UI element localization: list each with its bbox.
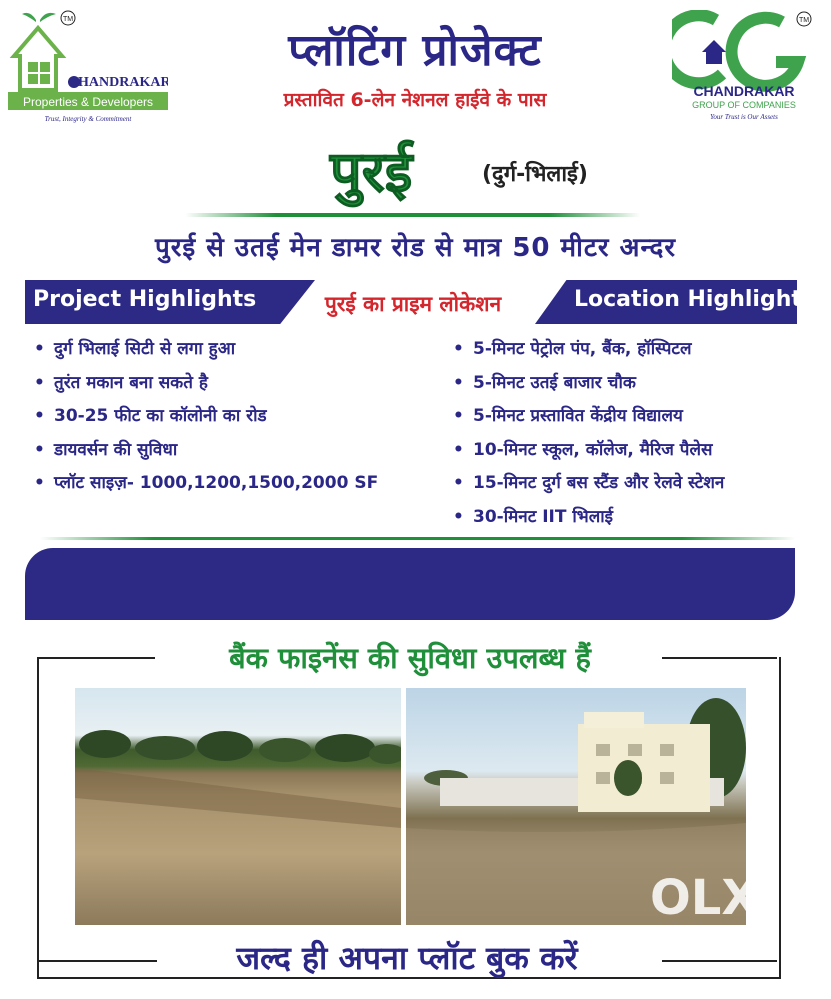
svg-text:TM: TM <box>62 16 74 23</box>
frame-line <box>662 657 777 659</box>
chandrakar-group-logo <box>672 10 817 122</box>
bullet-icon: • <box>453 339 464 359</box>
site-photo-field <box>75 688 401 925</box>
bullet-icon: • <box>34 339 45 359</box>
svg-text:GROUP OF COMPANIES: GROUP OF COMPANIES <box>692 100 796 110</box>
project-highlights-heading: Project Highlights <box>33 287 257 312</box>
list-item: • प्लॉट साइज़- 1000,1200,1500,2000 SF <box>34 467 378 501</box>
list-item: • 30-25 फीट का कॉलोनी का रोड <box>34 400 378 434</box>
svg-text:Properties & Developers: Properties & Developers <box>22 95 154 109</box>
bullet-icon: • <box>453 406 464 426</box>
list-item: • 5-मिनट उतई बाजार चौक <box>453 367 724 401</box>
location-highlights-list <box>453 333 724 534</box>
bullet-icon: • <box>453 473 464 493</box>
location-highlights-heading: Location Highlights <box>574 287 815 312</box>
list-item: • तुरंत मकान बना सकते है <box>34 367 378 401</box>
chandrakar-properties-logo <box>8 8 168 126</box>
frame-line <box>37 657 155 659</box>
finance-heading: बैंक फाइनेंस की सुविधा उपलब्ध हैं <box>229 641 591 675</box>
location-region: (दुर्ग-भिलाई) <box>482 162 588 187</box>
list-item: • 30-मिनट IIT भिलाई <box>453 501 724 535</box>
bullet-icon: • <box>34 439 45 460</box>
svg-text:CHANDRAKAR: CHANDRAKAR <box>693 83 795 99</box>
location-name: पुरई <box>330 140 413 205</box>
bullet-icon: • <box>453 372 464 393</box>
bullet-icon: • <box>34 406 45 426</box>
call-to-action: जल्द ही अपना प्लॉट बुक करें <box>236 939 578 977</box>
prime-location-heading: पुरई का प्राइम लोकेशन <box>324 292 502 316</box>
svg-text:Your Trust is Our Assets: Your Trust is Our Assets <box>710 113 778 121</box>
list-item: • 5-मिनट पेट्रोल पंप, बैंक, हॉस्पिटल <box>453 333 724 367</box>
list-item: • दुर्ग भिलाई सिटी से लगा हुआ <box>34 333 378 367</box>
project-highlights-list <box>34 333 378 501</box>
list-item: • 15-मिनट दुर्ग बस स्टैंड और रेलवे स्टेशन <box>453 467 724 501</box>
bullet-icon: • <box>453 439 464 460</box>
page-subtitle: प्रस्तावित 6-लेन नेशनल हाईवे के पास <box>283 89 547 111</box>
bullet-icon: • <box>453 506 464 527</box>
svg-text:Trust, Integrity & Commitment: Trust, Integrity & Commitment <box>44 115 132 123</box>
list-item: • 5-मिनट प्रस्तावित केंद्रीय विद्यालय <box>453 400 724 434</box>
list-item: • 10-मिनट स्कूल, कॉलेज, मैरिज पैलेस <box>453 434 724 468</box>
page-title: प्लॉटिंग प्रोजेक्ट <box>288 25 542 76</box>
svg-text:TM: TM <box>798 17 810 24</box>
svg-text:HANDRAKAR: HANDRAKAR <box>78 75 168 90</box>
divider <box>40 537 795 540</box>
olx-watermark: OLX <box>650 870 759 926</box>
distance-text: पुरई से उतई मेन डामर रोड से मात्र 50 मीटर अन्दर <box>155 233 676 263</box>
divider <box>185 213 640 217</box>
list-item: • डायवर्सन की सुविधा <box>34 434 378 468</box>
bullet-icon: • <box>34 372 45 393</box>
bullet-icon: • <box>34 473 45 493</box>
purple-banner <box>25 548 795 620</box>
